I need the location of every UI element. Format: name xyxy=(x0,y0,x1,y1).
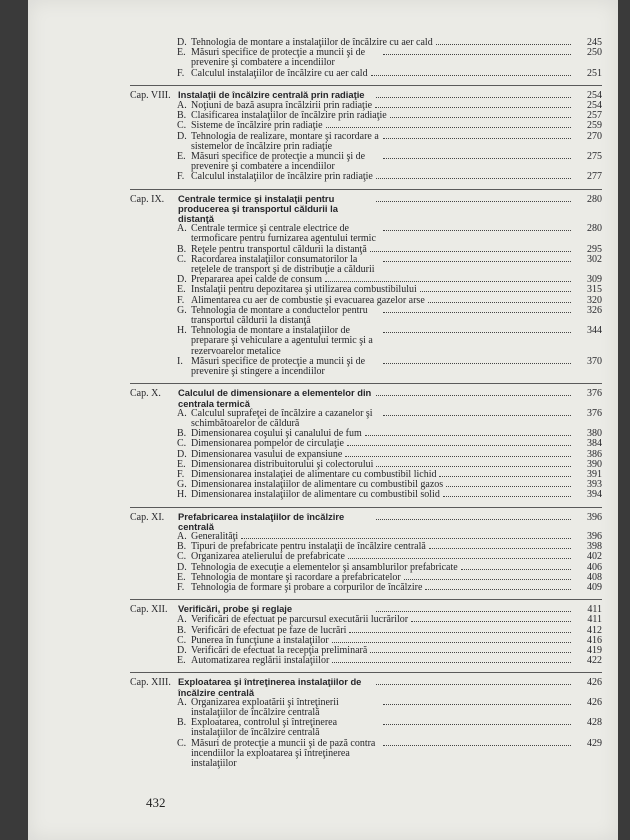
leader-dots xyxy=(376,519,571,520)
entry-page: 259 xyxy=(587,120,602,132)
entry-letter: G. xyxy=(177,304,187,316)
chapter-page: 396 xyxy=(587,511,602,523)
entry-title: Verificări de efectuat la recepţia preliminară xyxy=(191,644,368,656)
entry-title: Noţiuni de bază asupra încălzirii prin radiaţie xyxy=(191,100,373,112)
entry-page: 250 xyxy=(587,47,602,59)
entry-letter: B. xyxy=(177,428,187,440)
leader-dots xyxy=(428,302,571,303)
entry-page: 275 xyxy=(587,151,602,163)
chapter-heading xyxy=(130,672,602,697)
chapter-title: Centrale termice şi instalaţii pentru producerea şi transportul căldurii la distanţă xyxy=(178,192,338,225)
leader-dots xyxy=(376,201,571,202)
leader-dots xyxy=(383,261,572,262)
entry-letter: A. xyxy=(177,614,187,626)
entry-page: 409 xyxy=(587,581,602,593)
entry-title: Generalităţi xyxy=(191,530,239,542)
entry-letter: B. xyxy=(177,624,187,636)
entry-title: Automatizarea reglării instalaţiilor xyxy=(191,655,330,667)
leader-dots xyxy=(348,558,571,559)
entry-letter: I. xyxy=(177,355,183,367)
entry-letter: B. xyxy=(177,717,187,729)
toc-entry xyxy=(130,439,602,449)
entry-letter: A. xyxy=(177,530,187,542)
entry-title: Tehnologia de montare şi racordare a prefabricatelor xyxy=(191,571,401,583)
entry-letter: B. xyxy=(177,243,187,255)
entry-page: 302 xyxy=(587,253,602,265)
entry-page: 412 xyxy=(587,624,602,636)
entry-letter: F. xyxy=(177,581,185,593)
entry-page: 320 xyxy=(587,294,602,306)
leader-dots xyxy=(241,538,571,539)
entry-letter: F. xyxy=(177,67,185,79)
leader-dots xyxy=(446,486,571,487)
leader-dots xyxy=(376,178,571,179)
toc-chapter xyxy=(130,38,602,79)
entry-title: Tehnologia de execuţie a elementelor şi ansamblurilor prefabricate xyxy=(191,561,458,573)
toc-entry xyxy=(130,255,602,275)
entry-title: Dimensionarea distribuitorului şi colectorului xyxy=(191,458,374,470)
chapter-number: Cap. X. xyxy=(130,388,161,400)
chapter-page: 280 xyxy=(587,193,602,205)
leader-dots xyxy=(332,642,571,643)
entry-page: 277 xyxy=(587,171,602,183)
entry-letter: C. xyxy=(177,737,187,749)
leader-dots xyxy=(411,621,571,622)
toc-entry xyxy=(130,583,602,593)
entry-title: Exploatarea, controlul şi întreţinerea instalaţiilor de încălzire centrală xyxy=(191,717,338,739)
chapter-number: Cap. IX. xyxy=(130,193,165,205)
entry-page: 376 xyxy=(587,407,602,419)
entry-page: 402 xyxy=(587,551,602,563)
entry-letter: G. xyxy=(177,479,187,491)
toc-entry xyxy=(130,718,602,738)
toc-entry xyxy=(130,698,602,718)
entry-page: 428 xyxy=(587,717,602,729)
chapter-title: Instalaţii de încălzire centrală prin radiaţie xyxy=(178,88,365,100)
entry-page: 406 xyxy=(587,561,602,573)
entry-page: 295 xyxy=(587,243,602,255)
leader-dots xyxy=(383,332,572,333)
leader-dots xyxy=(376,466,571,467)
entry-title: Măsuri specifice de protecţie a muncii şi de prevenire şi stingere a incendiilor xyxy=(191,355,366,378)
entry-letter: F. xyxy=(177,294,185,306)
entry-title: Dimensionarea instalaţiei de alimentare cu combustibil lichid xyxy=(191,468,437,480)
leader-dots xyxy=(371,75,571,76)
entry-title: Tipuri de prefabricate pentru instalaţii de încălzire centrală xyxy=(191,541,426,553)
entry-title: Calculul instalaţiilor de încălzire prin radiaţie xyxy=(191,171,373,183)
chapter-page: 254 xyxy=(587,89,602,101)
entry-page: 344 xyxy=(587,325,602,337)
chapter-title: Exploatarea şi întreţinerea instalaţiilor de încălzire centrală xyxy=(178,676,362,698)
entry-page: 398 xyxy=(587,541,602,553)
toc-entry xyxy=(130,739,602,770)
entry-title: Dimensionarea instalaţiilor de alimentare cu combustibil solid xyxy=(191,489,440,501)
leader-dots xyxy=(461,569,571,570)
toc-entry xyxy=(130,172,602,182)
entry-title: Măsuri specifice de protecţie a muncii şi de prevenire şi combatere a incendiilor xyxy=(191,151,366,173)
entry-page: 394 xyxy=(587,489,602,501)
chapter-title: Prefabricarea instalaţiilor de încălzire centrală xyxy=(178,510,345,532)
entry-title: Racordarea instalaţiilor consumatorilor la reţelele de transport şi de distribuţie a căldurii xyxy=(191,253,375,276)
book-page xyxy=(28,0,618,840)
leader-dots xyxy=(383,230,572,231)
leader-dots xyxy=(326,127,571,128)
entry-letter: D. xyxy=(177,130,187,142)
entry-letter: E. xyxy=(177,655,186,667)
page-number: 432 xyxy=(146,795,166,810)
chapter-page: 411 xyxy=(587,604,602,616)
leader-dots xyxy=(332,662,571,663)
entry-letter: D. xyxy=(177,274,187,286)
entry-title: Tehnologia de montare a instalaţiilor de încălzire cu aer cald xyxy=(191,37,433,48)
leader-dots xyxy=(383,312,572,313)
leader-dots xyxy=(375,107,571,108)
entry-letter: A. xyxy=(177,696,187,708)
entry-title: Organizarea atelierului de prefabricate xyxy=(191,551,345,563)
leader-dots xyxy=(383,704,572,705)
entry-letter: F. xyxy=(177,468,185,480)
entry-letter: D. xyxy=(177,644,187,656)
chapter-number: Cap. VIII. xyxy=(130,89,171,101)
entry-letter: D. xyxy=(177,37,187,48)
entry-letter: C. xyxy=(177,438,187,450)
toc-chapter xyxy=(130,672,602,769)
entry-title: Dimensionarea coşului şi canalului de fum xyxy=(191,428,362,440)
entry-letter: A. xyxy=(177,100,187,112)
leader-dots xyxy=(383,724,572,725)
toc-entry xyxy=(130,306,602,326)
leader-dots xyxy=(376,684,571,685)
entry-title: Prepararea apei calde de consum xyxy=(191,274,323,286)
toc-entry xyxy=(130,357,602,377)
entry-page: 396 xyxy=(587,530,602,542)
entry-letter: H. xyxy=(177,489,187,501)
leader-dots xyxy=(383,54,572,55)
entry-letter: C. xyxy=(177,253,187,265)
toc-chapter xyxy=(130,383,602,500)
chapter-title: Calculul de dimensionare a elementelor din centrala termică xyxy=(178,387,372,409)
entry-page: 393 xyxy=(587,479,602,491)
entry-page: 422 xyxy=(587,655,602,667)
entry-page: 251 xyxy=(587,67,602,79)
entry-page: 257 xyxy=(587,110,602,122)
entry-title: Calculul instalaţiilor de încălzire cu aer cald xyxy=(191,67,368,79)
entry-page: 390 xyxy=(587,458,602,470)
entry-letter: E. xyxy=(177,47,186,59)
entry-title: Dimensionarea instalaţiilor de alimentare cu combustibil gazos xyxy=(191,479,444,491)
entry-page: 426 xyxy=(587,696,602,708)
entry-page: 419 xyxy=(587,644,602,656)
leader-dots xyxy=(383,745,572,746)
entry-page: 315 xyxy=(587,284,602,296)
entry-title: Centrale termice şi centrale electrice de termoficare pentru furnizarea agentului termic xyxy=(191,223,376,245)
entry-letter: D. xyxy=(177,561,187,573)
chapter-heading xyxy=(130,507,602,532)
leader-dots xyxy=(376,395,571,396)
entry-letter: C. xyxy=(177,551,187,563)
leader-dots xyxy=(439,476,571,477)
toc-entry xyxy=(130,224,602,244)
entry-page: 326 xyxy=(587,304,602,316)
leader-dots xyxy=(383,363,572,364)
leader-dots xyxy=(370,251,571,252)
leader-dots xyxy=(325,281,571,282)
leader-dots xyxy=(383,415,572,416)
entry-page: 370 xyxy=(587,355,602,367)
entry-title: Măsuri de protecţie a muncii şi de pază contra incendiilor la exploatarea şi întreţinerea instalaţiilor xyxy=(191,737,376,769)
entry-page: 386 xyxy=(587,448,602,460)
entry-letter: A. xyxy=(177,223,187,235)
chapter-heading xyxy=(130,383,602,408)
entry-title: Tehnologia de montare a instalaţiilor de preparare şi vehiculare a agentului termic şi a rezervoarelor metalice xyxy=(191,325,373,357)
leader-dots xyxy=(349,632,571,633)
entry-page: 391 xyxy=(587,468,602,480)
entry-title: Tehnologia de formare şi probare a corpurilor de încălzire xyxy=(191,581,423,593)
entry-letter: E. xyxy=(177,284,186,296)
leader-dots xyxy=(420,291,571,292)
leader-dots xyxy=(383,138,572,139)
entry-title: Reţele pentru transportul căldurii la distanţă xyxy=(191,243,367,255)
chapter-title: Verificări, probe şi reglaje xyxy=(178,603,293,615)
entry-title: Instalaţii pentru depozitarea şi utilizarea combustibilului xyxy=(191,284,417,296)
entry-page: 245 xyxy=(587,37,602,48)
chapter-number: Cap. XIII. xyxy=(130,677,171,689)
leader-dots xyxy=(370,652,571,653)
toc-chapter xyxy=(130,85,602,183)
leader-dots xyxy=(425,589,571,590)
entry-letter: B. xyxy=(177,110,187,122)
leader-dots xyxy=(390,117,571,118)
toc-entry xyxy=(130,132,602,152)
entry-title: Organizarea exploatării şi întreţinerii instalaţiilor de încălzire centrală xyxy=(191,696,339,718)
entry-title: Alimentarea cu aer de combustie şi evacuarea gazelor arse xyxy=(191,294,425,306)
entry-title: Măsuri specifice de protecţie a muncii şi de prevenire şi combatere a incendiilor xyxy=(191,47,366,69)
entry-title: Verificări de efectuat pe parcursul executării lucrărilor xyxy=(191,614,409,626)
leader-dots xyxy=(404,579,571,580)
toc-entry xyxy=(130,656,602,666)
entry-letter: E. xyxy=(177,151,186,163)
entry-letter: H. xyxy=(177,325,187,337)
toc-chapter xyxy=(130,189,602,378)
entry-page: 384 xyxy=(587,438,602,450)
toc-entry xyxy=(130,48,602,68)
chapter-number: Cap. XII. xyxy=(130,604,168,616)
chapter-heading xyxy=(130,599,602,615)
chapter-page: 376 xyxy=(587,388,602,400)
entry-title: Sisteme de încălzire prin radiaţie xyxy=(191,120,323,132)
entry-title: Clasificarea instalaţiilor de încălzire prin radiaţie xyxy=(191,110,387,122)
entry-title: Calculul suprafeţei de încălzire a cazanelor şi schimbătoarelor de căldură xyxy=(191,407,373,429)
toc-entry xyxy=(130,409,602,429)
entry-page: 280 xyxy=(587,223,602,235)
leader-dots xyxy=(347,445,571,446)
toc-entry xyxy=(130,152,602,172)
entry-letter: A. xyxy=(177,407,187,419)
leader-dots xyxy=(436,44,571,45)
entry-page: 270 xyxy=(587,130,602,142)
chapter-number: Cap. XI. xyxy=(130,511,165,523)
toc-entry xyxy=(130,69,602,79)
entry-letter: C. xyxy=(177,120,187,132)
entry-title: Dimensionarea vasului de expansiune xyxy=(191,448,343,460)
toc-entry xyxy=(130,326,602,357)
entry-title: Tehnologia de realizare, montare şi racordare a sistemelor de încălzire prin radiaţie xyxy=(191,130,379,152)
toc-chapter xyxy=(130,507,602,594)
leader-dots xyxy=(365,435,571,436)
leader-dots xyxy=(443,496,571,497)
leader-dots xyxy=(383,158,572,159)
leader-dots xyxy=(429,548,571,549)
leader-dots xyxy=(345,456,571,457)
entry-page: 309 xyxy=(587,274,602,286)
toc-chapter xyxy=(130,599,602,666)
chapter-page: 426 xyxy=(587,677,602,689)
entry-page: 416 xyxy=(587,634,602,646)
leader-dots xyxy=(376,611,571,612)
entry-letter: E. xyxy=(177,458,186,470)
entry-letter: F. xyxy=(177,171,185,183)
entry-letter: C. xyxy=(177,634,187,646)
entry-page: 411 xyxy=(587,614,602,626)
entry-page: 408 xyxy=(587,571,602,583)
entry-page: 254 xyxy=(587,100,602,112)
chapter-heading xyxy=(130,85,602,101)
chapter-heading xyxy=(130,189,602,225)
entry-letter: B. xyxy=(177,541,187,553)
entry-letter: D. xyxy=(177,448,187,460)
entry-title: Verificări de efectuat pe faze de lucrări xyxy=(191,624,347,636)
entry-page: 429 xyxy=(587,737,602,749)
entry-letter: E. xyxy=(177,571,186,583)
entry-title: Dimensionarea pompelor de circulaţie xyxy=(191,438,344,450)
table-of-contents xyxy=(130,38,602,769)
entry-title: Tehnologia de montare a conductelor pentru transportul căldurii la distanţă xyxy=(191,304,368,327)
toc-entry xyxy=(130,490,602,500)
entry-page: 380 xyxy=(587,428,602,440)
entry-title: Punerea în funcţiune a instalaţiilor xyxy=(191,634,329,646)
leader-dots xyxy=(376,97,571,98)
